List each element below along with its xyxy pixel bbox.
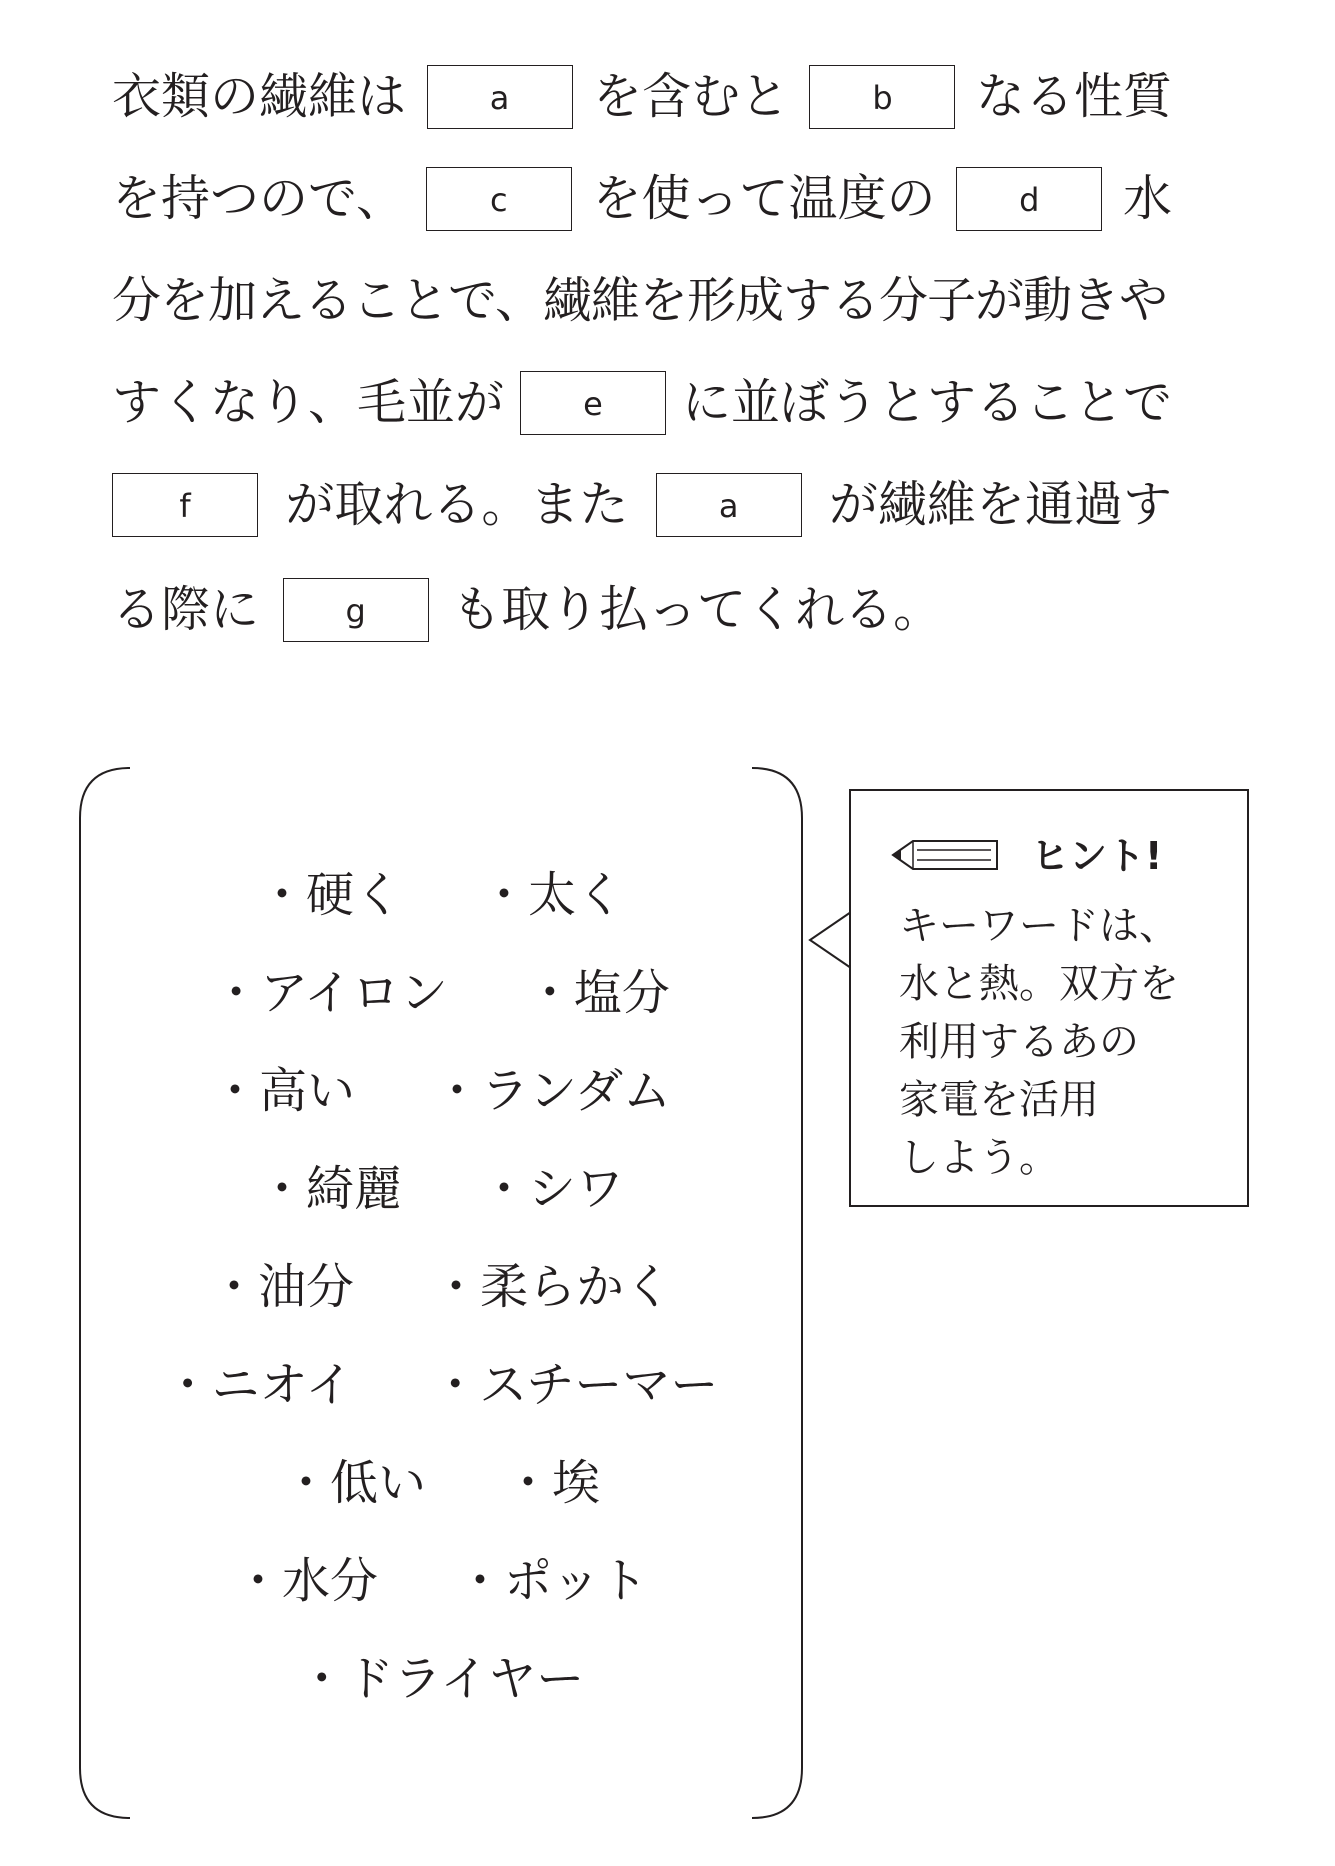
- passage-text: を含むと: [592, 68, 789, 125]
- hint-box: [849, 789, 1249, 1207]
- answer-blank-e[interactable]: e: [520, 371, 666, 435]
- word-option[interactable]: ・油分: [209, 1258, 354, 1315]
- hint-line: 水と熱。双方を: [899, 961, 1179, 1007]
- hint-bubble-tail: [808, 910, 854, 970]
- passage-text: すくなり、毛並が: [112, 374, 505, 431]
- word-option[interactable]: ・ドライヤー: [297, 1650, 585, 1707]
- answer-blank-a-repeat[interactable]: a: [656, 473, 802, 537]
- answer-blank-f[interactable]: f: [112, 473, 258, 537]
- word-row: [78, 1144, 804, 1224]
- passage-line-4: [112, 358, 1172, 448]
- word-row: [78, 1242, 804, 1322]
- passage-text: を使って温度の: [592, 170, 936, 227]
- word-option[interactable]: ・硬く: [257, 866, 402, 923]
- passage-line-5: [112, 460, 1172, 550]
- word-option[interactable]: ・スチーマー: [431, 1356, 719, 1413]
- passage-line-1: [112, 52, 1172, 142]
- word-row: [78, 1536, 804, 1616]
- word-option[interactable]: ・ニオイ: [163, 1356, 354, 1413]
- word-row: [78, 850, 804, 930]
- word-row: [78, 948, 804, 1028]
- pencil-icon: [891, 837, 1001, 873]
- word-option[interactable]: ・綺麗: [257, 1160, 402, 1217]
- passage-text: る際に: [112, 580, 260, 638]
- word-row: [78, 1046, 804, 1126]
- passage-line-6: [112, 562, 1172, 652]
- answer-blank-a[interactable]: a: [427, 65, 573, 129]
- passage-text: なる性質: [975, 68, 1172, 125]
- word-option[interactable]: ・低い: [281, 1454, 426, 1511]
- word-option[interactable]: ・ランダム: [432, 1062, 672, 1119]
- word-row: [78, 1634, 804, 1714]
- word-option[interactable]: ・ポット: [456, 1552, 649, 1609]
- word-option[interactable]: ・水分: [233, 1552, 378, 1609]
- passage-line-2: [112, 154, 1172, 244]
- passage-text: 水: [1122, 170, 1172, 227]
- answer-blank-b[interactable]: b: [809, 65, 955, 129]
- answer-blank-d[interactable]: d: [956, 167, 1102, 231]
- hint-line: しよう。: [899, 1135, 1059, 1181]
- passage-text: が取れる。また: [285, 476, 629, 533]
- word-option[interactable]: ・高い: [210, 1062, 355, 1119]
- hint-line: キーワードは、: [899, 903, 1179, 949]
- answer-blank-g[interactable]: g: [283, 578, 429, 642]
- word-option[interactable]: ・埃: [504, 1454, 601, 1511]
- passage-text: 分を加えることで、繊維を形成する分子が動きや: [112, 272, 1168, 329]
- answer-blank-c[interactable]: c: [426, 167, 572, 231]
- word-option[interactable]: ・柔らかく: [432, 1258, 673, 1315]
- word-option[interactable]: ・太く: [480, 866, 625, 923]
- word-bank: [78, 766, 804, 1820]
- hint-title: ヒント!: [1031, 834, 1163, 878]
- word-row: [78, 1438, 804, 1518]
- passage-text: が繊維を通過す: [828, 476, 1172, 533]
- passage-text: に並ぼうとすることで: [681, 374, 1172, 431]
- passage-text: を持つので、: [112, 170, 406, 227]
- word-option[interactable]: ・アイロン: [212, 964, 448, 1021]
- passage-line-3: [112, 256, 1172, 346]
- hint-body: [899, 897, 1239, 1187]
- word-option[interactable]: ・シワ: [480, 1160, 625, 1217]
- hint-line: 家電を活用: [899, 1077, 1099, 1123]
- word-row: [78, 1340, 804, 1420]
- passage-text: も取り払ってくれる。: [452, 580, 943, 638]
- passage-text: 衣類の繊維は: [112, 68, 407, 125]
- word-option[interactable]: ・塩分: [525, 964, 670, 1021]
- hint-line: 利用するあの: [899, 1019, 1139, 1065]
